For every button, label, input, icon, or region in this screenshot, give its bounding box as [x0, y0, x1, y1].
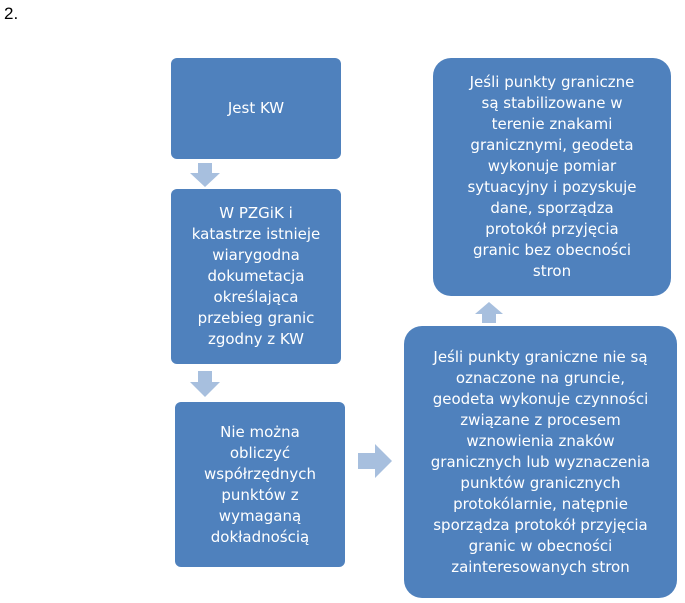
box-punkty-nieoznaczone: [404, 326, 677, 598]
box-pzgik-dokumentacja-text: W PZGiK i katastrze istnieje wiarygodna dokumetacja określająca przebieg granic zgodny z KW: [191, 204, 321, 348]
arrow-right-icon: [358, 444, 392, 478]
box-punkty-nieoznaczone-text: Jeśli punkty graniczne nie są oznaczone na gruncie, geodeta wykonuje czynności związane z procesem wznowienia znaków granicznych lub wyznaczenia punktów granicznych protokólarnie, natępnie sporządza protokół przyjęcia granic w obecności zainteresowanych stron: [430, 347, 651, 576]
box-pzgik-dokumentacja: [171, 189, 341, 364]
arrow-down-2-icon: [190, 371, 220, 397]
box-jest-kw: [171, 58, 341, 159]
arrow-up-icon: [475, 302, 503, 323]
box-punkty-stabilizowane-text: Jeśli punkty graniczne są stabilizowane w terenie znakami granicznymi, geodeta wykonuje pomiar sytuacyjny i pozyskuje dane, sporządza protokół przyjęcia granic bez obecności stron: [467, 73, 637, 280]
page-number: 2.: [4, 4, 19, 23]
box-nie-mozna-obliczyc: [175, 402, 345, 567]
box-punkty-stabilizowane: [433, 58, 671, 296]
box-nie-mozna-obliczyc-text: Nie można obliczyć współrzędnych punktów z wymaganą dokładnością: [204, 422, 316, 546]
box-jest-kw-text: Jest KW: [227, 99, 285, 117]
arrow-down-1-icon: [190, 163, 220, 187]
